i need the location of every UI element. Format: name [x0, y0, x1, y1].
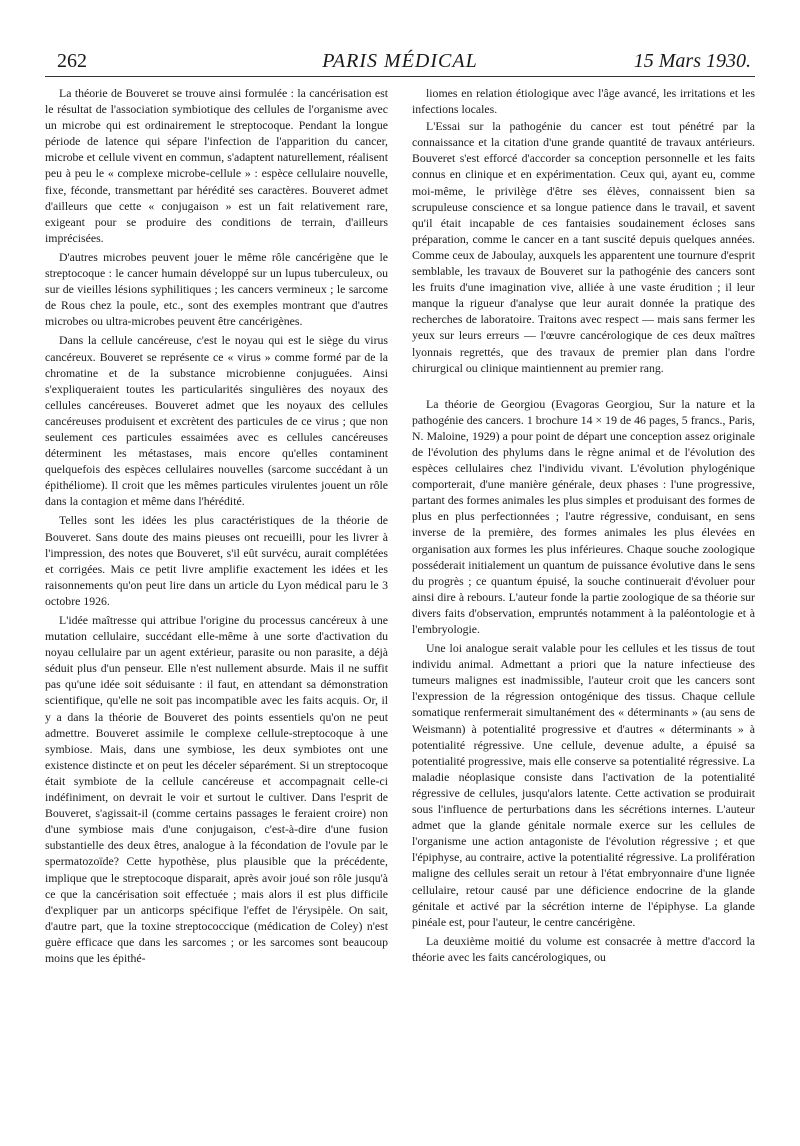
page-header — [45, 50, 755, 77]
paragraph: La deuxième moitié du volume est consacrée à mettre d'accord la théorie avec les faits cancérologiques, ou — [412, 933, 755, 964]
page-number: 262 — [57, 50, 87, 72]
paragraph: L'Essai sur la pathogénie du cancer est tout pénétré par la connaissance et la citation d'une grande quantité de travaux antérieurs. Bouveret s'est efforcé d'accorder sa conception personnelle et les faits connus en clinique et en expérimentation. Ceux qui, ayant eu, comme moi-même, le privilège d'être ses élèves, connaissent bien sa scrupuleuse conscience et sa longue patience dans le travail, et savent qu'il était incapable de ces fantaisies soudainement écloses sans préparation, comme le cancer en a tant suscité depuis quelques années. Comme ceux de Jaboulay, auxquels les apparentent une tournure d'esprit semblable, les travaux de Bouveret sur la pathogénie des cancers sont les fruits d'une imagination vive, alliée à une vaste érudition ; il leur manque la rigueur d'analyse que leur aurait donnée la pratique des recherches de laboratoire. Traitons avec respect — mais sans fermer les yeux sur leurs erreurs — l'œuvre cancérologique de ces deux maîtres lyonnais regrettés, que des travaux de premier plan dans l'ordre chirurgical ou clinique maintiennent au premier rang. — [412, 119, 755, 375]
journal-title: PARIS MÉDICAL — [322, 50, 478, 72]
right-column — [412, 85, 755, 966]
paragraph: La théorie de Bouveret se trouve ainsi formulée : la cancérisation est le résultat de l'association symbiotique des cellules de l'organisme avec un microbe qui est ordinairement le streptocoque. Pendant la longue période de latence qui sépare l'infection de l'apparition du cancer, microbe et cellule vivent en commun, s'adaptent naturellement, réalisent peu à peu le « complexe microbe-cellule » : espèce cellulaire nouvelle, fixe, féconde, transmettant par hérédité ses caractères. Bouveret admet d'ailleurs que cette « conjugaison » est un fait relativement rare, exigeant pour se produire des conditions de terrain, d'ailleurs imprécisées. — [45, 86, 388, 245]
paragraph: Dans la cellule cancéreuse, c'est le noyau qui est le siège du virus cancéreux. Bouveret se représente ce « virus » comme formé par de la chromatine et de la substance microbienne conjuguées. Ainsi s'expliqueraient toutes les particularités singulières des noyaux des cellules cancéreuses. Bouveret admet que les noyaux des cellules cancéreuses produisent et excrètent des particules de ce virus ; que non seulement ces particules essaimées avec es cellules cancéreuses déterminent les métastases, mais encore qu'elles contaminent quelquefois des espèces cellulaires nouvelles (sarcome succédant à un épithéliome). Il croit que les mêmes particules virulentes jouent un rôle dans la contagion et même dans l'hérédité. — [45, 333, 388, 509]
left-column — [45, 85, 388, 966]
paragraph: L'idée maîtresse qui attribue l'origine du processus cancéreux à une mutation cellulaire, succédant elle-même à une sorte d'activation du noyau cellulaire par un agent extérieur, parasite ou non parasite, a déjà séduit plus d'un penseur. Elle n'est nullement absurde. Mais il ne suffit pas qu'une idée soit séduisante : il faut, en attendant sa démonstration scientifique, qu'elle ne soit pas incompatible avec les faits acquis. Or, il y a dans la théorie de Bouveret des points essentiels qu'on ne peut admettre. Bouveret assimile le complexe cellule-streptocoque à une symbiose. Mais, dans une symbiose, les deux symbiotes ont une existence distincte et on peut les déceler séparément. Si un streptocoque était symbiote de la cellule cancéreuse et accompagnait celle-ci indéfiniment, on devrait le voir et surtout le cultiver. Dans l'esprit de Bouveret, s'agissait-il (comme certains passages le feraient croire) non d'une symbiose mais d'une conjugaison, c'est-à-dire d'une fusion substantielle des deux êtres, analogue à la fécondation de l'ovule par le spermatozoïde? Cette hypothèse, plus plausible que la précédente, implique que le streptocoque disparait, après avoir joué son rôle jusqu'à ce que la cancérisation soit effectuée ; mais alors il est plus difficile d'expliquer par un anticorps spécifique l'effet de l'érysipèle. On sait, d'autre part, que la toxine streptococcique (médication de Coley) n'est guère efficace que dans les sarcomes ; or les sarcomes sont beaucoup moins que les épithé- — [45, 613, 388, 965]
issue-date: 15 Mars 1930. — [633, 50, 751, 72]
paragraph: D'autres microbes peuvent jouer le même rôle cancérigène que le streptocoque : le cancer humain développé sur un lupus tuberculeux, ou sur de vieilles lésions syphilitiques ; les cancers vermineux ; le sarcome de Rous chez la poule, etc., sont des exemples montrant que d'autres microbes ou ultra-microbes peuvent être cancérigènes. — [45, 249, 388, 329]
text-columns — [45, 85, 755, 966]
paragraph: Telles sont les idées les plus caractéristiques de la théorie de Bouveret. Sans doute des mains pieuses ont recueilli, pour les livrer à l'impression, des notes que Bouveret, s'il eût survécu, aurait complétées et corrigées. Mais ce petit livre amplifie exactement les idées et les raisonnements qu'on peut lire dans un article du Lyon médical paru le 3 octobre 1926. — [45, 513, 388, 608]
paragraph: Une loi analogue serait valable pour les cellules et les tissus de tout individu animal. Admettant a priori que la nature infectieuse des tumeurs malignes est inadmissible, l'auteur croit que les cancers sont l'expression de la régression ontogénique des tissus. Chaque cellule somatique renfermerait simultanément des « déterminants » (au sens de Weismann) à potentialité progressive et d'autres « déterminants » à potentialité régressive. Une cellule, devenue adulte, a épuisé sa potentialité progressive, mais elle conserve sa potentialité régressive. La maladie néoplasique consiste dans l'activation de la potentialité régressive de cellules, jusqu'alors latente. Cette activation se produirait sous l'influence de perturbations dans les sécrétions internes. L'auteur admet que la glande génitale normale exerce sur les cellules de l'organisme une action antagoniste de l'évolution régressive ; et que l'épiphyse, au contraire, active la potentialité régressive. La prolifération maligne des cellules serait un retour à l'état embryonnaire d'une lignée cellulaire, retour causé par une déficience endocrine de la glande génitale et activé par la sécrétion interne de l'épiphyse. La glande pinéale est, pour l'auteur, le centre cancérigène. — [412, 641, 755, 929]
paragraph: liomes en relation étiologique avec l'âge avancé, les irritations et les infections locales. — [412, 86, 755, 117]
paragraph: La théorie de Georgiou (Evagoras Georgiou, Sur la nature et la pathogénie des cancers. 1 brochure 14 × 19 de 46 pages, 5 francs., Paris, N. Maloine, 1929) a pour point de départ une conception assez originale de l'évolution des phylums dans le règne animal et de l'évolution des espèces cellulaires chez l'individu vivant. L'évolution phylogénique comporterait, d'une manière générale, deux phases : l'une progressive, partant des formes animales les plus simples et produisant des formes de plus en plus perfectionnées ; l'autre régressive, conduisant, en sens inverse de la première, des formes animales les plus élevées en organisation aux formes les plus inférieures. Chaque souche zoologique posséderait initialement un quantum de puissance évolutive dans le sens du progrès ; ce quantum épuisé, la souche continuerait d'évoluer pour ainsi dire à rebours. L'auteur fonde la partie zoologique de sa théorie sur divers faits d'observation, empruntés notamment à la paléontologie et à l'embryologie. — [412, 396, 755, 636]
